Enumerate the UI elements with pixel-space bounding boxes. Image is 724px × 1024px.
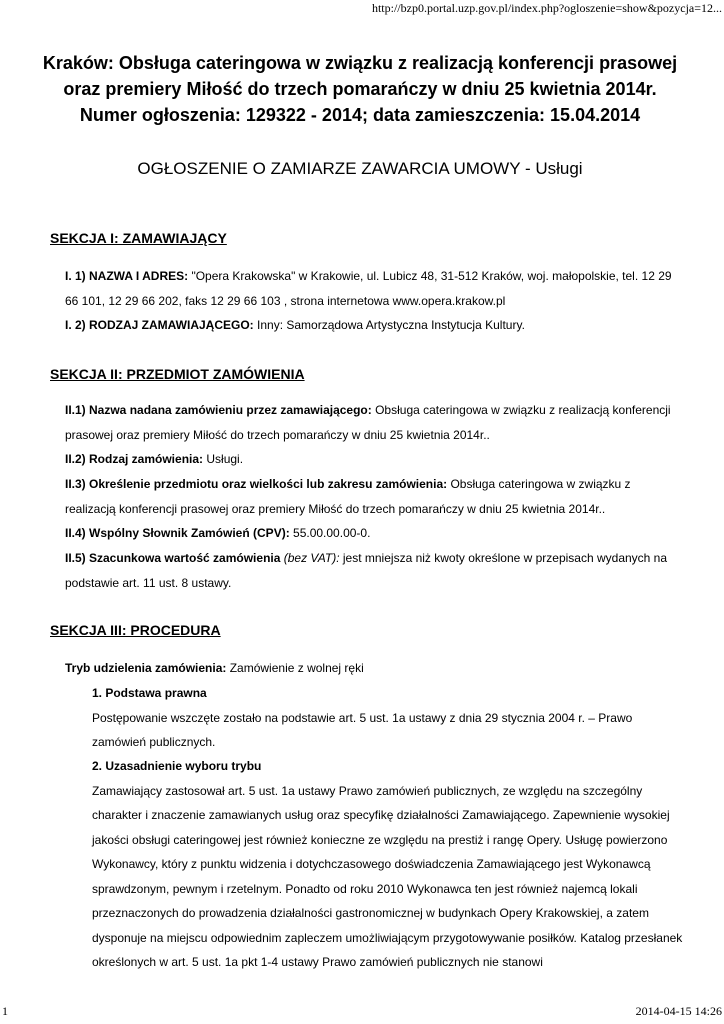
field-value: "Opera Krakowska" w Krakowie, ul. Lubicz 48, 31-512 Kraków, woj. małopolskie, tel. 12 29 66 101, 12 29 66 202, faks 12 29 66 103 , strona internetowa www.opera.krakow.pl: [65, 269, 672, 308]
field-label: II.1) Nazwa nadana zamówieniu przez zamawiającego:: [65, 403, 372, 417]
field-value: Inny: Samorządowa Artystyczna Instytucja Kultury.: [253, 318, 525, 332]
field-order-scope: [65, 472, 680, 521]
section-3-heading: SEKCJA III: PROCEDURA: [50, 622, 221, 638]
field-qualifier: (bez VAT):: [280, 551, 340, 565]
field-label: II.3) Określenie przedmiotu oraz wielkości lub zakresu zamówienia:: [65, 477, 448, 491]
print-date: 2014-04-15 14:26: [635, 1004, 722, 1018]
legal-basis-text: Postępowanie wszczęte zostało na podstawie art. 5 ust. 1a ustawy z dnia 29 stycznia 2004 r. – Prawo zamówień publicznych.: [92, 710, 633, 749]
field-name-address: [65, 264, 680, 313]
print-page-number: 1: [2, 1004, 8, 1018]
section-1-heading: SEKCJA I: ZAMAWIAJĄCY: [50, 230, 227, 246]
title-main: Kraków: Obsługa cateringowa w związku z realizacją konferencji prasowej oraz premiery Miłość do trzech pomarańczy w dniu 25 kwietnia 2014r.: [42, 53, 678, 99]
field-order-type: [65, 447, 680, 472]
field-value: Obsługa cateringowa w związku z realizacją konferencji prasowej oraz premiery Miłość do trzech pomarańczy w dniu 25 kwietnia 2014r..: [65, 403, 671, 442]
field-estimated-value: [65, 546, 680, 595]
field-value: Usługi.: [203, 452, 244, 466]
field-label: I. 2) RODZAJ ZAMAWIAJĄCEGO:: [65, 318, 254, 332]
legal-basis-heading: 1. Podstawa prawna: [92, 686, 207, 700]
field-contracting-type: [65, 313, 680, 338]
field-label: II.5) Szacunkowa wartość zamówienia: [65, 551, 281, 565]
field-value: Zamówienie z wolnej ręki: [226, 661, 364, 675]
field-label: II.4) Wspólny Słownik Zamówień (CPV):: [65, 526, 290, 540]
field-label: II.2) Rodzaj zamówienia:: [65, 452, 204, 466]
field-procedure-mode: [65, 656, 680, 681]
field-label: I. 1) NAZWA I ADRES:: [65, 269, 189, 283]
field-value: jest mniejsza niż kwoty określone w przepisach wydanych na podstawie art. 11 ust. 8 ustawy.: [65, 551, 668, 590]
field-value: 55.00.00.00-0.: [289, 526, 371, 540]
legal-basis: [92, 681, 684, 755]
justification-text: Zamawiający zastosował art. 5 ust. 1a ustawy Prawo zamówień publicznych, ze względu na szczególny charakter i znaczenie zamawianych usług oraz specyfikę działalności Zamawiającego. Zapewnienie wysokiej jakości obsługi cateringowej jest również konieczne ze względu na prestiż i rangę Opery. Usługę powierzono Wykonawcy, który z punktu widzenia i dotychczasowego doświadczenia Zamawiającego jest Wykonawcą sprawdzonym, pewnym i rzetelnym. Ponadto od roku 2010 Wykonawca ten jest również najemcą lokali przeznaczonych do prowadzenia działalności gastronomicznej w budynkach Opery Krakowskiej, a zatem dysponuje na miejscu odpowiednim zapleczem umożliwiającym przygotowywanie posiłków. Katalog przesłanek określonych w art. 5 ust. 1a pkt 1-4 ustawy Prawo zamówień publicznych nie stanowi: [92, 783, 683, 969]
print-header-url: http://bzp0.portal.uzp.gov.pl/index.php?ogloszenie=show&pozycja=12...: [371, 1, 722, 15]
field-order-name: [65, 398, 680, 447]
justification-heading: 2. Uzasadnienie wyboru trybu: [92, 759, 262, 773]
section-2-heading: SEKCJA II: PRZEDMIOT ZAMÓWIENIA: [50, 366, 305, 382]
field-cpv: [65, 521, 680, 546]
procedure-justification: [92, 754, 684, 975]
field-label: Tryb udzielenia zamówienia:: [65, 661, 227, 675]
field-value: Obsługa cateringowa w związku z realizacją konferencji prasowej oraz premiery Miłość do trzech pomarańczy w dniu 25 kwietnia 2014r..: [65, 477, 631, 516]
title-notice-number: Numer ogłoszenia: 129322 - 2014; data zamieszczenia: 15.04.2014: [79, 105, 641, 125]
notice-title: [40, 50, 680, 128]
notice-type: OGŁOSZENIE O ZAMIARZE ZAWARCIA UMOWY - Usługi: [137, 159, 583, 178]
